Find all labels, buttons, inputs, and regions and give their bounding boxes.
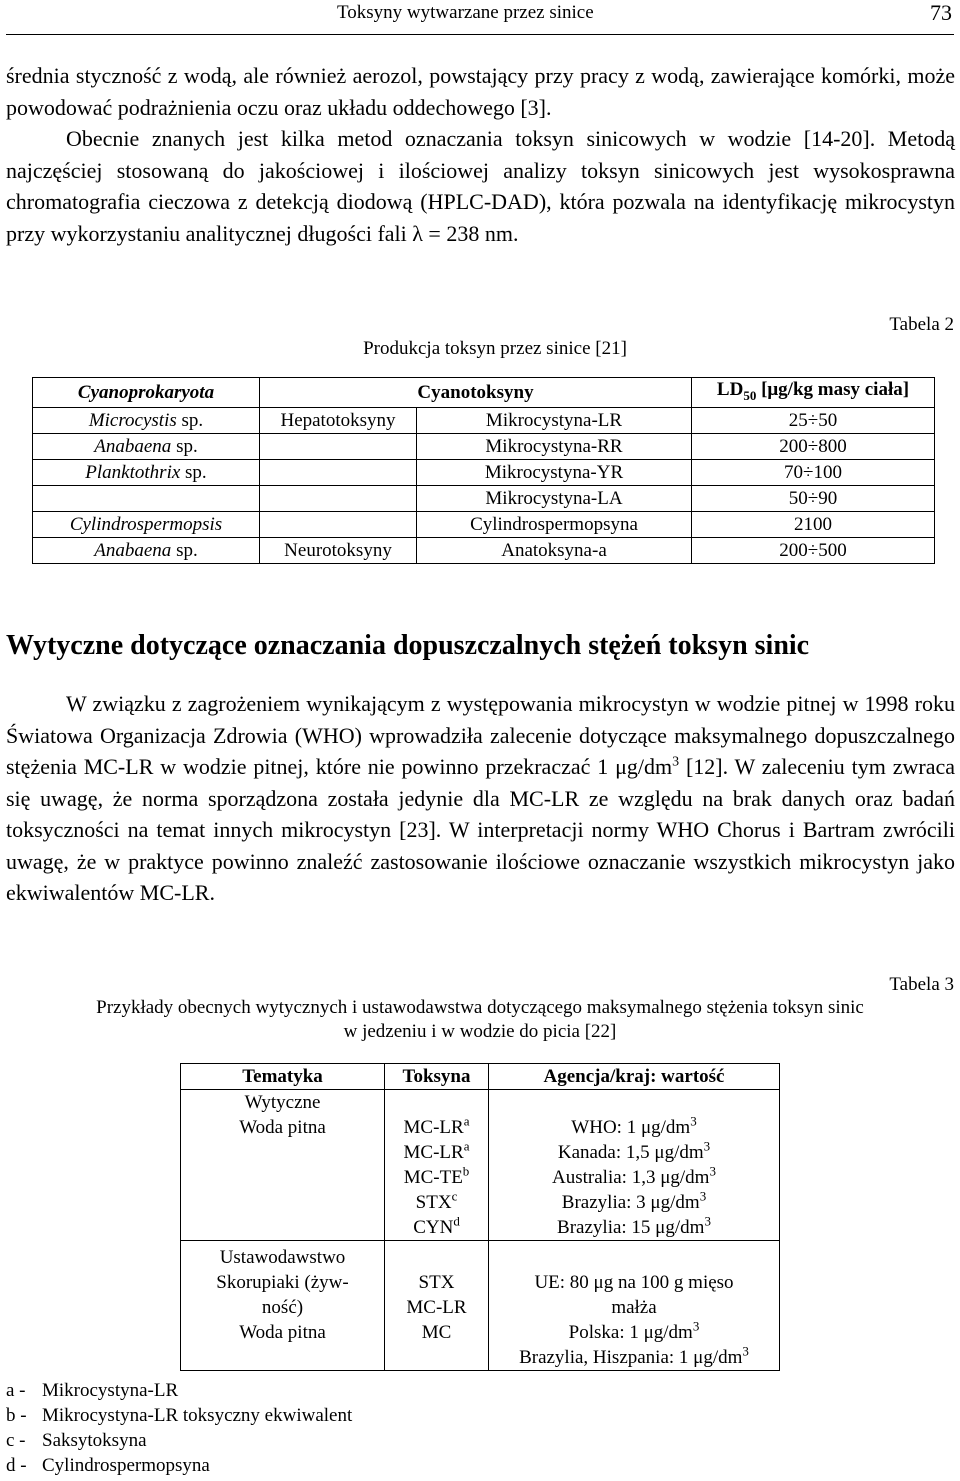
cell-line xyxy=(389,1215,484,1240)
table2-label: Tabela 2 xyxy=(889,314,954,335)
range-divide-icon: ÷ xyxy=(803,461,814,483)
header-divider xyxy=(6,34,954,35)
genus-name: Cylindrospermopsis xyxy=(69,513,223,535)
toxin-name-cell: Mikrocystyna-LR xyxy=(417,407,692,433)
cell-line: Skorupiaki (żyw- xyxy=(216,1272,349,1293)
section-paragraph xyxy=(6,688,955,909)
genus-cell xyxy=(33,511,260,537)
cell-text: STX xyxy=(415,1192,452,1213)
cell-text: Brazylia, Hiszpania: 1 μg/dm xyxy=(519,1347,743,1368)
footnote-text: Cylindrospermopsyna xyxy=(42,1455,210,1476)
cell-superscript: 3 xyxy=(709,1163,716,1179)
cell-line xyxy=(493,1140,775,1165)
cell-text: MC-TE xyxy=(403,1167,463,1188)
cell-text: UE: 80 μg na 100 g mięso xyxy=(534,1272,734,1293)
cell-line: MC-LR xyxy=(406,1297,467,1318)
cell-line: Ustawodawstwo xyxy=(219,1247,346,1268)
footnote-item xyxy=(6,1453,352,1478)
ld50-max: 100 xyxy=(813,461,842,483)
genus-name: Anabaena xyxy=(94,539,172,561)
table-header-row xyxy=(181,1064,780,1090)
cell-superscript: 3 xyxy=(690,1113,697,1129)
table-row xyxy=(33,485,935,511)
page-number: 73 xyxy=(930,0,952,25)
cell-text: Australia: 1,3 μg/dm xyxy=(552,1167,710,1188)
ld50-cell xyxy=(692,433,935,459)
toxin-group-cell xyxy=(260,511,417,537)
ld50-cell xyxy=(692,485,935,511)
footnote-item xyxy=(6,1403,352,1428)
range-divide-icon: ÷ xyxy=(807,539,819,561)
ld-subscript: 50 xyxy=(743,387,757,403)
toxin-group-cell: Hepatotoksyny xyxy=(260,407,417,433)
toxin-group-cell xyxy=(260,433,417,459)
col-header-tematyka: Tematyka xyxy=(181,1064,385,1090)
section-heading: Wytyczne dotyczące oznaczania dopuszczalnych stężeń toksyn sinic xyxy=(6,630,810,661)
range-divide-icon: ÷ xyxy=(807,435,819,457)
toxin-group-cell xyxy=(260,459,417,485)
cell-text: MC-LR xyxy=(403,1117,464,1138)
ld50-max: 500 xyxy=(818,539,847,561)
ld50-min: 50 xyxy=(788,487,808,509)
col-header-ld50 xyxy=(692,378,935,408)
ld50-max: 800 xyxy=(818,435,847,457)
ld50-min: 25 xyxy=(788,409,808,431)
genus-cell xyxy=(33,433,260,459)
range-divide-icon: ÷ xyxy=(807,409,819,431)
ld50-cell xyxy=(692,407,935,433)
genus-name: Planktothrix xyxy=(85,461,181,483)
cell-superscript: 3 xyxy=(699,1188,707,1204)
cell-line xyxy=(493,1320,775,1345)
cell-superscript: d xyxy=(453,1213,460,1229)
section-text xyxy=(6,688,955,909)
footnote-text: Mikrocystyna-LR toksyczny ekwiwalent xyxy=(42,1405,353,1426)
ld50-max: 90 xyxy=(818,487,838,509)
table3-label: Tabela 3 xyxy=(889,974,954,995)
cell-text: Polska: 1 μg/dm xyxy=(568,1322,693,1343)
cell-line xyxy=(493,1295,775,1320)
ld50-cell xyxy=(692,511,935,537)
intro-text xyxy=(6,60,955,249)
cell-superscript: c xyxy=(451,1188,458,1204)
toxin-name-cell: Mikrocystyna-RR xyxy=(417,433,692,459)
table2-body xyxy=(33,407,935,563)
cell-text: CYN xyxy=(413,1217,454,1238)
genus-suffix: sp. xyxy=(171,539,198,561)
cell-line xyxy=(389,1190,484,1215)
genus-cell xyxy=(33,485,260,511)
table-header-row xyxy=(33,378,935,408)
footnote-text: Saksytoksyna xyxy=(42,1430,147,1451)
ld50-cell xyxy=(692,537,935,563)
cell-superscript: 3 xyxy=(704,1213,711,1229)
footnotes xyxy=(6,1378,352,1478)
footnote-key: c - xyxy=(6,1430,26,1451)
value-cell xyxy=(489,1241,780,1371)
intro-paragraph-2: Obecnie znanych jest kilka metod oznaczania toksyn sinicowych w wodzie [14-20]. Metodą najczęściej stosowaną do jakościowej i ilościowej analizy toksyn sinicowych jest wysokosprawna chromatografia cieczowa z detekcją diodową (HPLC-DAD), która pozwala na identyfikację mikrocystyn przy wykorzystaniu analitycznej długości fali λ = 238 nm. xyxy=(6,126,955,246)
cell-text: Kanada: 1,5 μg/dm xyxy=(557,1142,704,1163)
genus-name: Microcystis xyxy=(88,409,177,431)
table-row xyxy=(33,537,935,563)
col-header-agencja: Agencja/kraj: wartość xyxy=(489,1064,780,1090)
cell-line: Woda pitna xyxy=(239,1322,326,1343)
cell-line: Wytyczne xyxy=(244,1092,321,1113)
cell-line xyxy=(389,1140,484,1165)
ld50-min: 200 xyxy=(779,435,808,457)
cell-text: małża xyxy=(611,1297,657,1318)
cell-superscript: a xyxy=(463,1113,470,1129)
table-row xyxy=(33,433,935,459)
genus-cell xyxy=(33,459,260,485)
table3-caption-line1: Przykłady obecnych wytycznych i ustawodawstwa dotyczącego maksymalnego stężenia toksyn sinic xyxy=(96,997,864,1018)
cell-line: MC xyxy=(421,1322,452,1343)
cell-superscript: 3 xyxy=(692,1318,700,1334)
toxin-production-table xyxy=(32,377,935,564)
table-row xyxy=(33,511,935,537)
cell-line: ność) xyxy=(261,1297,304,1318)
genus-cell xyxy=(33,537,260,563)
intro-paragraph-1: średnia styczność z wodą, ale również aerozol, powstający przy pracy z wodą, zawierające komórki, może powodować podrażnienia oczu oraz układu oddechowego [3]. xyxy=(6,63,955,120)
cell-text: Brazylia: 3 μg/dm xyxy=(561,1192,700,1213)
table-row xyxy=(33,407,935,433)
range-divide-icon: ÷ xyxy=(807,487,819,509)
topic-cell xyxy=(181,1241,385,1371)
cell-line xyxy=(389,1165,484,1190)
table2-caption: Produkcja toksyn przez sinice [21] xyxy=(363,338,627,359)
ld-unit: [μg/kg masy ciała] xyxy=(756,379,910,400)
running-header: Toksyny wytwarzane przez sinice xyxy=(337,2,594,23)
toxin-name-cell: Mikrocystyna-LA xyxy=(417,485,692,511)
footnote-key: b - xyxy=(6,1405,27,1426)
cell-text: Brazylia: 15 μg/dm xyxy=(557,1217,705,1238)
genus-name: Anabaena xyxy=(94,435,172,457)
cell-line xyxy=(493,1345,775,1370)
table-row xyxy=(33,459,935,485)
toxin-cell xyxy=(385,1090,489,1241)
ld50-cell xyxy=(692,459,935,485)
cell-line: Woda pitna xyxy=(239,1117,326,1138)
table3-caption xyxy=(0,996,960,1044)
cell-line xyxy=(493,1270,775,1295)
guidelines-table xyxy=(180,1063,780,1371)
ld50-min: 2100 xyxy=(794,513,832,535)
genus-suffix: sp. xyxy=(171,435,198,457)
cell-superscript: 3 xyxy=(742,1343,749,1359)
footnote-item xyxy=(6,1378,352,1403)
table-row xyxy=(181,1090,780,1241)
ld50-max: 50 xyxy=(818,409,838,431)
table-row xyxy=(181,1241,780,1371)
cell-superscript: b xyxy=(462,1163,470,1179)
footnote-key: a - xyxy=(6,1380,26,1401)
cell-line xyxy=(389,1115,484,1140)
cell-superscript: 3 xyxy=(703,1138,711,1154)
cell-line xyxy=(493,1190,775,1215)
col-header-toksyna: Toksyna xyxy=(385,1064,489,1090)
cell-line xyxy=(493,1165,775,1190)
toxin-name-cell: Cylindrospermopsyna xyxy=(417,511,692,537)
col-header-cyanoprokaryota: Cyanoprokaryota xyxy=(33,378,260,408)
toxin-name-cell: Anatoksyna-a xyxy=(417,537,692,563)
ld50-min: 70 xyxy=(784,461,804,483)
toxin-group-cell: Neurotoksyny xyxy=(260,537,417,563)
toxin-group-cell xyxy=(260,485,417,511)
cell-superscript: a xyxy=(463,1138,470,1154)
superscript: 3 xyxy=(672,754,680,770)
table3-caption-line2: w jedzeniu i w wodzie do picia [22] xyxy=(343,1021,617,1042)
topic-cell xyxy=(181,1090,385,1241)
genus-cell xyxy=(33,407,260,433)
section-paragraph-part1: W związku z zagrożeniem wynikającym z występowania mikrocystyn w wodzie pitnej w 1998 roku Światowa Organizacja Zdrowia (WHO) wprowadziła zalecenie dotyczące maksymalnego dopuszczalnego stężenia MC-LR w wodzie pitnej, które nie powinno przekraczać 1 μg/dm xyxy=(6,691,955,779)
cell-text: MC-LR xyxy=(403,1142,464,1163)
toxin-cell xyxy=(385,1241,489,1371)
cell-line: STX xyxy=(418,1272,455,1293)
footnote-key: d - xyxy=(6,1455,27,1476)
value-cell xyxy=(489,1090,780,1241)
cell-line xyxy=(493,1115,775,1140)
footnote-item xyxy=(6,1428,352,1453)
footnote-text: Mikrocystyna-LR xyxy=(42,1380,179,1401)
cell-text: WHO: 1 μg/dm xyxy=(571,1117,691,1138)
toxin-name-cell: Mikrocystyna-YR xyxy=(417,459,692,485)
ld50-min: 200 xyxy=(779,539,808,561)
genus-suffix: sp. xyxy=(180,461,207,483)
col-header-cyanotoksyny: Cyanotoksyny xyxy=(260,378,692,408)
cell-line xyxy=(493,1215,775,1240)
genus-suffix: sp. xyxy=(176,409,204,431)
section-paragraph-part2: [12]. W zaleceniu tym zwraca się uwagę, że norma sporządzona została jedynie dla MC-LR ze względu na brak danych oraz badań toksyczności na temat innych mikrocystyn [23]. W interpretacji normy WHO Chorus i Bartram zwrócili uwagę, że w praktyce powinno znaleźć zastosowanie ilościowe oznaczanie wszystkich mikrocystyn jako ekwiwalentów MC-LR. xyxy=(6,754,955,905)
ld-label: LD xyxy=(716,379,744,400)
